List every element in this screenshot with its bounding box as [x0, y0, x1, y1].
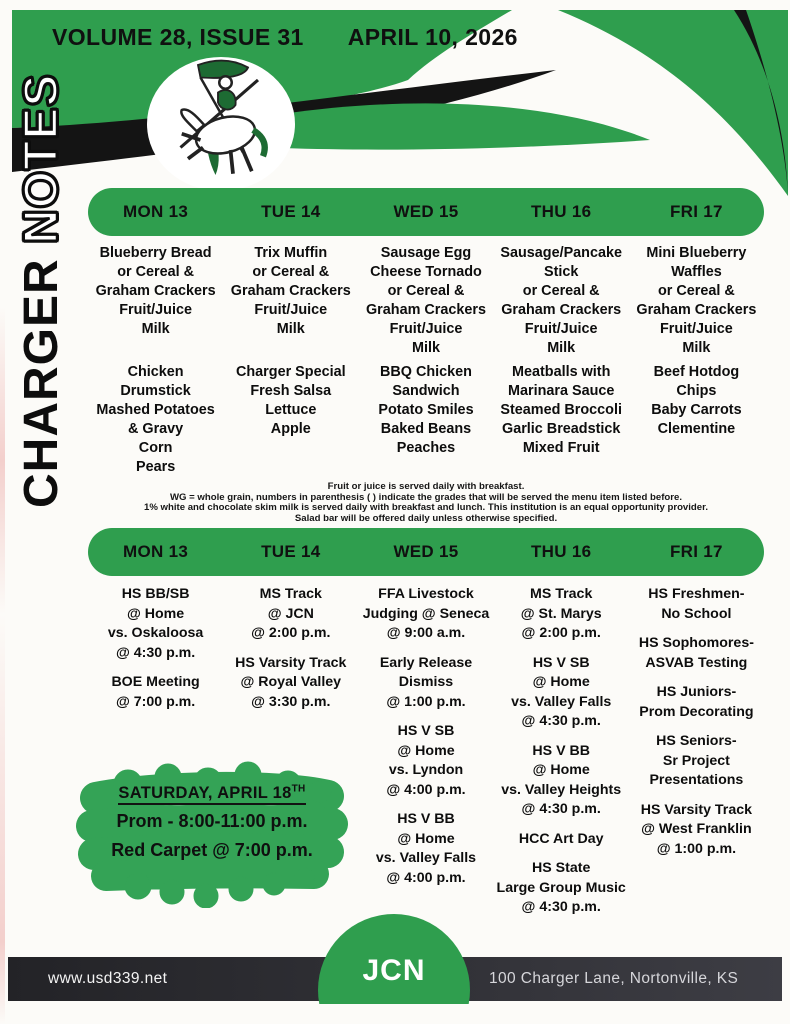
events-day-mon: MON 13: [123, 542, 189, 562]
lunch-mon: Chicken Drumstick Mashed Potatoes & Gravy Corn Pears: [96, 364, 215, 475]
fine-print-line-4: Salad bar will be offered daily unless otherwise specified.: [294, 512, 558, 524]
event-item: HS Freshmen- No School: [648, 586, 745, 622]
menu-day-tue: TUE 14: [261, 202, 321, 221]
event-item: HS State Large Group Music @ 4:30 p.m.: [496, 860, 626, 916]
event-item: HS Sophomores- ASVAB Testing: [638, 635, 754, 671]
fine-print-line-2: WG = whole grain, numbers in parenthesis ( ) indicate the grades that will be served the menu item listed before.: [169, 491, 683, 503]
event-item: HS V SB @ Home vs. Lyndon @ 4:00 p.m.: [386, 723, 466, 798]
volume-label: VOLUME 28, ISSUE 31: [52, 24, 304, 50]
events-col-wed: [358, 585, 493, 928]
lunch-fri: Beef Hotdog Chips Baby Carrots Clementine: [651, 364, 742, 437]
footer-address: 100 Charger Lane, Nortonville, KS: [489, 970, 739, 987]
breakfast-fri: Mini Blueberry Waffles or Cereal & Graham Crackers Fruit/Juice Milk: [636, 245, 757, 356]
menu-fine-print: [88, 482, 764, 524]
events-days-header: [88, 528, 764, 576]
issue-line: [52, 24, 518, 51]
event-item: HS V BB @ Home vs. Valley Falls @ 4:00 p.m.: [375, 811, 477, 886]
menu-days-header: [88, 188, 764, 236]
event-item: BOE Meeting @ 7:00 p.m.: [111, 674, 200, 710]
event-item: FFA Livestock Judging @ Seneca @ 9:00 a.m.: [362, 586, 490, 642]
date-label: APRIL 10, 2026: [347, 24, 518, 50]
breakfast-wed: Sausage Egg Cheese Tornado or Cereal & Graham Crackers Fruit/Juice Milk: [365, 245, 486, 356]
masthead-title: [14, 74, 69, 508]
events-day-thu: THU 16: [531, 542, 592, 562]
school-abbreviation: JCN: [362, 954, 426, 987]
event-item: HS Varsity Track @ West Franklin @ 1:00 p.m.: [640, 801, 752, 857]
breakfast-thu: Sausage/Pancake Stick or Cereal & Graham Crackers Fruit/Juice Milk: [500, 245, 622, 356]
prom-note-title: [76, 783, 348, 803]
events-col-fri: [629, 585, 764, 928]
menu-day-mon: MON 13: [123, 202, 189, 221]
prom-date-ordinal: TH: [291, 783, 306, 794]
footer-dome-circle: [318, 914, 470, 1004]
prom-note-text: [76, 783, 348, 861]
menu-day-thu: THU 16: [531, 202, 592, 221]
breakfast-mon: Blueberry Bread or Cereal & Graham Crackers Fruit/Juice Milk: [95, 245, 216, 337]
event-item: HS Juniors- Prom Decorating: [639, 684, 754, 720]
mid-green-wing: [282, 103, 650, 149]
masthead-title-main: CHARGER: [15, 258, 68, 508]
events-day-wed: WED 15: [393, 542, 459, 562]
breakfast-row: [88, 244, 764, 359]
red-carpet-line: Red Carpet @ 7:00 p.m.: [111, 839, 313, 860]
footer-website: www.usd339.net: [48, 970, 168, 987]
events-day-tue: TUE 14: [261, 542, 321, 562]
event-item: HCC Art Day: [518, 830, 604, 847]
event-item: HS Varsity Track @ Royal Valley @ 3:30 p.m.: [235, 654, 347, 710]
lunch-tue: Charger Special Fresh Salsa Lettuce Apple: [236, 364, 346, 437]
event-item: HS V SB @ Home vs. Valley Falls @ 4:30 p.m.: [511, 654, 612, 730]
prom-date-text: SATURDAY, APRIL 18: [118, 783, 292, 802]
events-day-fri: FRI 17: [669, 542, 723, 562]
menu-day-wed: WED 15: [393, 202, 459, 221]
fine-print-line-3: 1% white and chocolate skim milk is served daily with breakfast and lunch. This institution is an equal opportunity provider.: [143, 502, 709, 514]
lunch-thu: Meatballs with Marinara Sauce Steamed Broccoli Garlic Breadstick Mixed Fruit: [500, 364, 622, 456]
menu-day-fri: FRI 17: [669, 202, 723, 221]
event-item: HS V BB @ Home vs. Valley Heights @ 4:30 p.m.: [501, 742, 622, 818]
event-item: HS Seniors- Sr Project Presentations: [649, 733, 744, 789]
event-item: Early Release Dismiss @ 1:00 p.m.: [379, 654, 473, 710]
events-col-thu: [494, 585, 629, 928]
breakfast-tue: Trix Muffin or Cereal & Graham Crackers Fruit/Juice Milk: [230, 245, 351, 337]
footer-dome: [318, 914, 470, 1004]
lunch-row: [88, 363, 764, 477]
lunch-wed: BBQ Chicken Sandwich Potato Smiles Baked Beans Peaches: [378, 364, 474, 456]
event-item: MS Track @ JCN @ 2:00 p.m.: [251, 586, 331, 642]
fine-print-line-1: Fruit or juice is served daily with breakfast.: [327, 481, 525, 492]
prom-highlight-note: [76, 758, 348, 908]
prom-time-line: Prom - 8:00-11:00 p.m.: [116, 810, 308, 831]
event-item: MS Track @ St. Marys @ 2:00 p.m.: [520, 586, 602, 642]
event-item: HS BB/SB @ Home vs. Oskaloosa @ 4:30 p.m.: [107, 586, 204, 661]
masthead-title-accent: NOTES: [15, 73, 68, 244]
